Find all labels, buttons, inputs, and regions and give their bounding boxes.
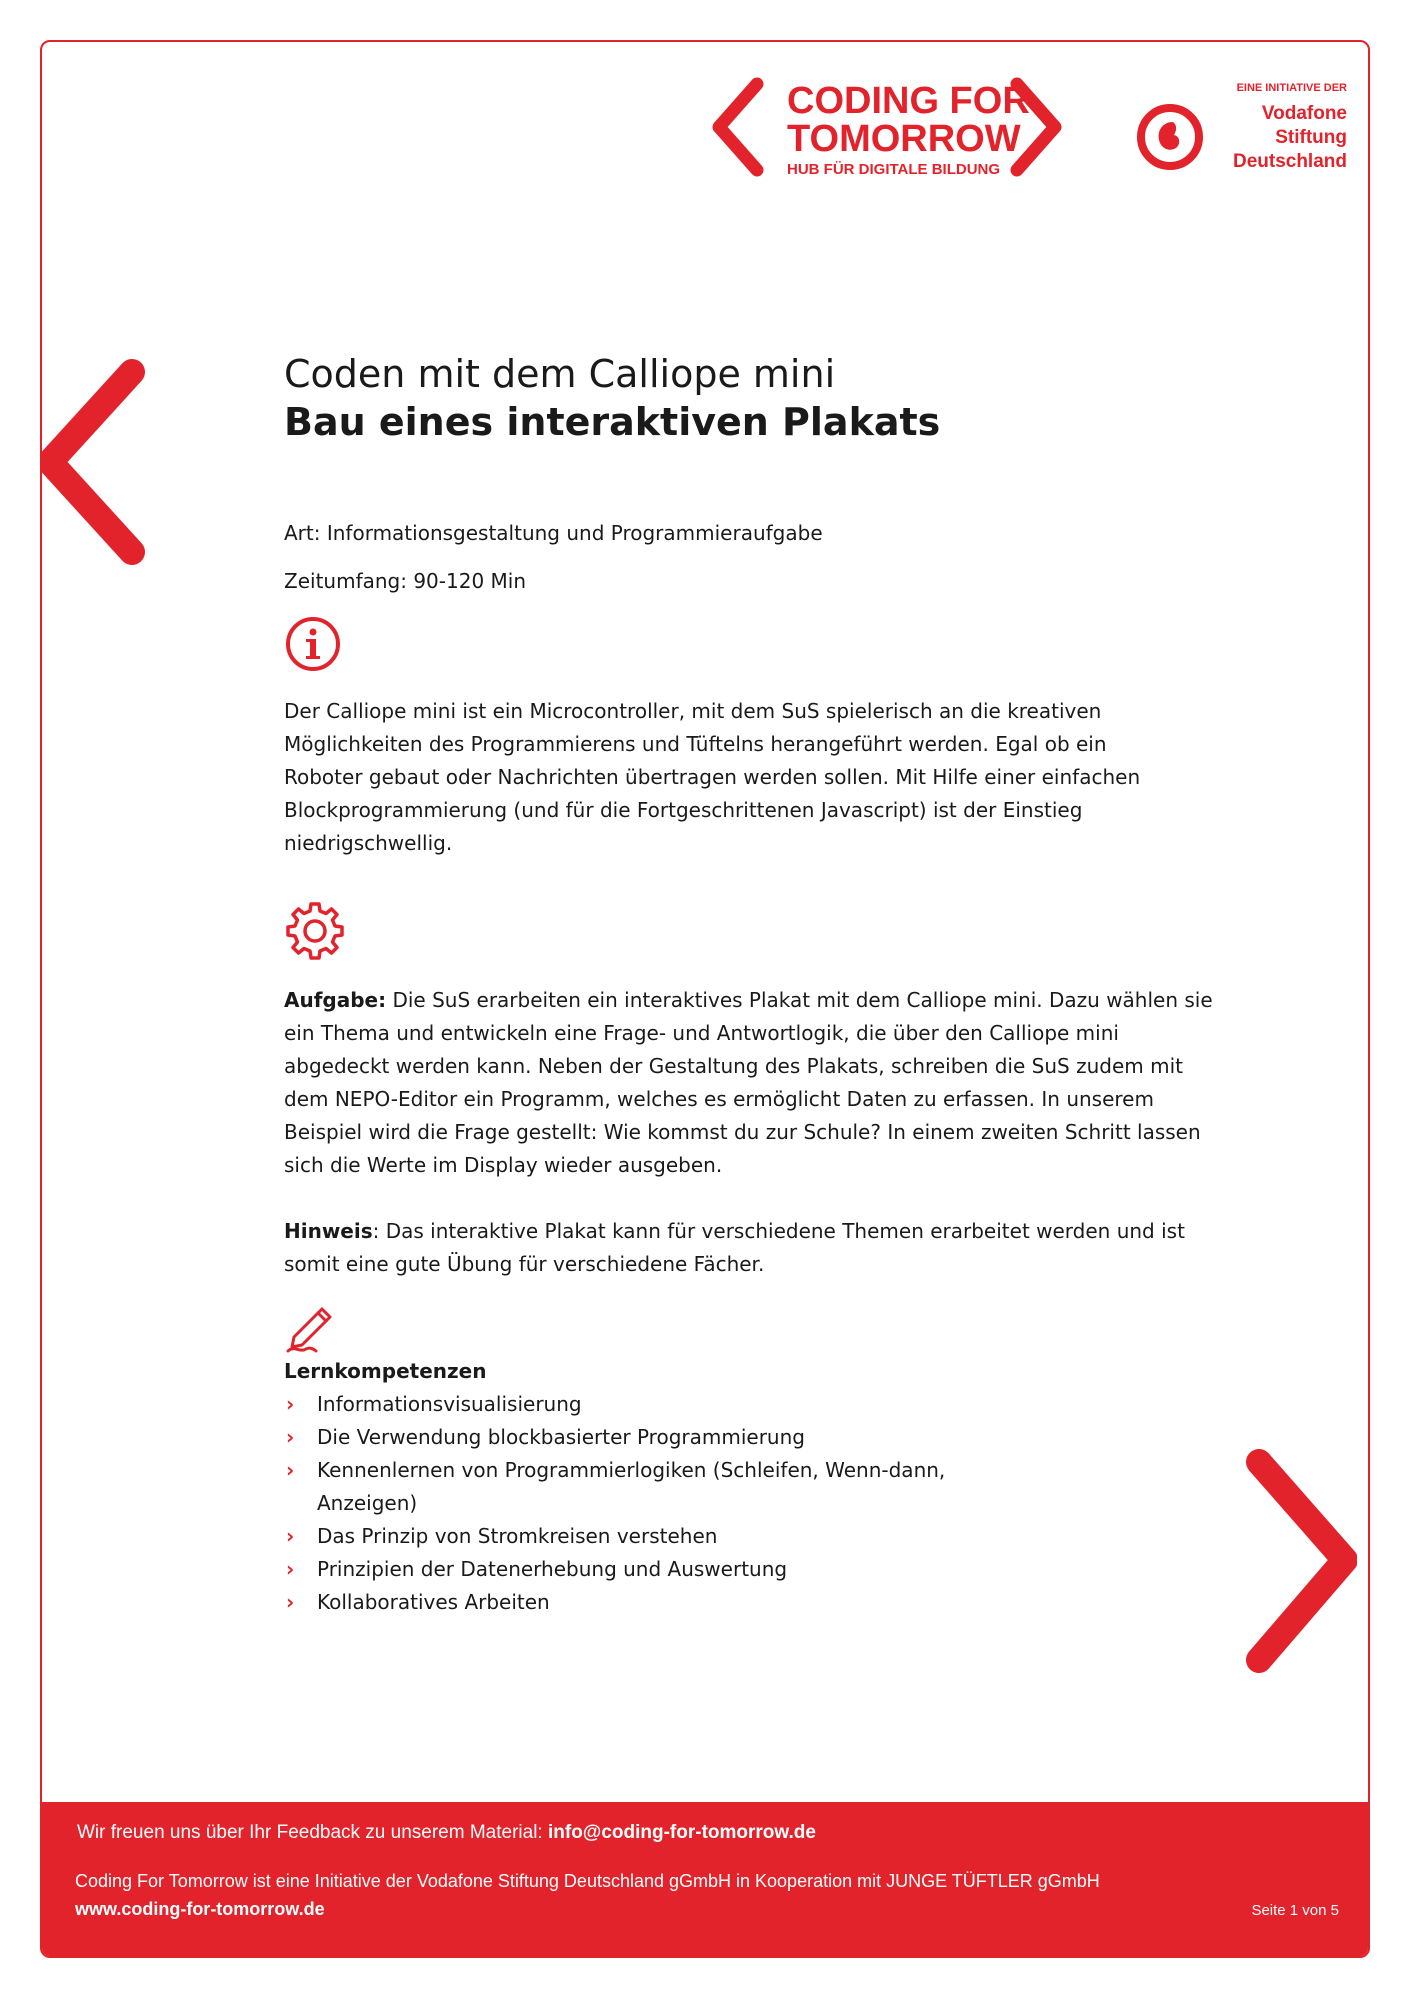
page-number: Seite 1 von 5 [1251,1902,1339,1919]
vodafone-line2: Stiftung [1275,127,1347,148]
meta-zeit: Zeitumfang: 90-120 Min [284,568,527,593]
footer-initiative: Coding For Tomorrow ist eine Initiative der Vodafone Stiftung Deutschland gGmbH in Kooperation mit JUNGE TÜFTLER gGmbH [75,1871,1100,1891]
chevron-right-icon: › [286,1457,295,1482]
logo-chevron-right-icon [1007,72,1067,182]
chevron-right-icon: › [286,1556,295,1581]
main-content [284,352,1244,1619]
vodafone-line1: Vodafone [1261,103,1347,124]
list-item: › Informationsvisualisierung [284,1388,1017,1421]
competencies-title: Lernkompetenzen [284,1358,487,1383]
task-paragraph [284,984,1214,1182]
vodafone-speechmark-icon [1137,104,1203,170]
task-text: Die SuS erarbeiten ein interaktives Plakat mit dem Calliope mini. Dazu wählen sie ein Thema und entwickeln eine Frage- und Antwortlogik, die über den Calliope mini abgedeckt werden kann. Neben der Gestaltung des Plakats, schreiben die SuS zudem mit dem NEPO-Editor ein Programm, welches es ermöglicht Daten zu erfassen. In unserem Beispiel wird die Frage gestellt: Wie kommst du zur Schule? In einem zweiten Schritt lassen sich die Werte im Display wieder ausgeben. [284,987,1213,1177]
hint-paragraph [284,1215,1214,1281]
vodafone-name [1233,102,1347,174]
logo-line3: HUB FÜR DIGITALE BILDUNG [787,161,1001,178]
competencies-list [284,1388,1244,1619]
footer-feedback [77,1822,816,1844]
vodafone-stiftung-logo [1137,82,1347,182]
logo-chevron-left-icon [707,72,767,182]
hint-label: Hinweis [284,1218,373,1243]
logo-text [787,82,1030,177]
list-item: › Prinzipien der Datenerhebung und Auswertung [284,1553,1017,1586]
coding-for-tomorrow-logo [707,72,1077,182]
list-item: › Die Verwendung blockbasierter Programmierung [284,1421,1017,1454]
hint-text: : Das interaktive Plakat kann für verschiedene Themen erarbeitet werden und ist somit eine gute Übung für verschiedene Fächer. [284,1218,1185,1276]
meta-art: Art: Informationsgestaltung und Programmieraufgabe [284,520,823,545]
decor-chevron-left-icon [40,342,152,602]
logo-line1: CODING FOR [787,80,1030,122]
gear-icon [284,900,346,962]
footer [42,1802,1370,1958]
footer-website-link[interactable]: www.coding-for-tomorrow.de [75,1899,325,1919]
task-label: Aufgabe: [284,987,387,1012]
logo-line2: TOMORROW [787,118,1021,160]
list-item: › Das Prinzip von Stromkreisen verstehen [284,1520,1017,1553]
page-frame [40,40,1370,1958]
vodafone-line3: Deutschland [1232,151,1347,172]
info-icon [284,615,342,673]
footer-email-link[interactable]: info@coding-for-tomorrow.de [547,1822,816,1843]
decor-chevron-right-icon [1237,1422,1357,1712]
list-item: › Kollaboratives Arbeiten [284,1586,1017,1619]
page-title: Coden mit dem Calliope mini [284,352,836,396]
initiative-label: EINE INITIATIVE DER [1236,82,1347,94]
chevron-right-icon: › [286,1523,295,1548]
footer-feedback-text: Wir freuen uns über Ihr Feedback zu unserem Material: [77,1822,548,1843]
list-item: › Kennenlernen von Programmierlogiken (Schleifen, Wenn-dann, Anzeigen) [284,1454,1017,1520]
page-subtitle: Bau eines interaktiven Plakats [284,399,941,444]
chevron-right-icon: › [286,1424,295,1449]
chevron-right-icon: › [286,1391,295,1416]
pencil-icon [284,1301,338,1355]
intro-paragraph: Der Calliope mini ist ein Microcontroller, mit dem SuS spielerisch an die kreativen Möglichkeiten des Programmierens und Tüftelns herangeführt werden. Egal ob ein Roboter gebaut oder Nachrichten übertragen werden sollen. Mit Hilfe einer einfachen Blockprogrammierung (und für die Fortgeschrittenen Javascript) ist der Einstieg niedrigschwellig. [284,698,1141,855]
chevron-right-icon: › [286,1589,295,1614]
